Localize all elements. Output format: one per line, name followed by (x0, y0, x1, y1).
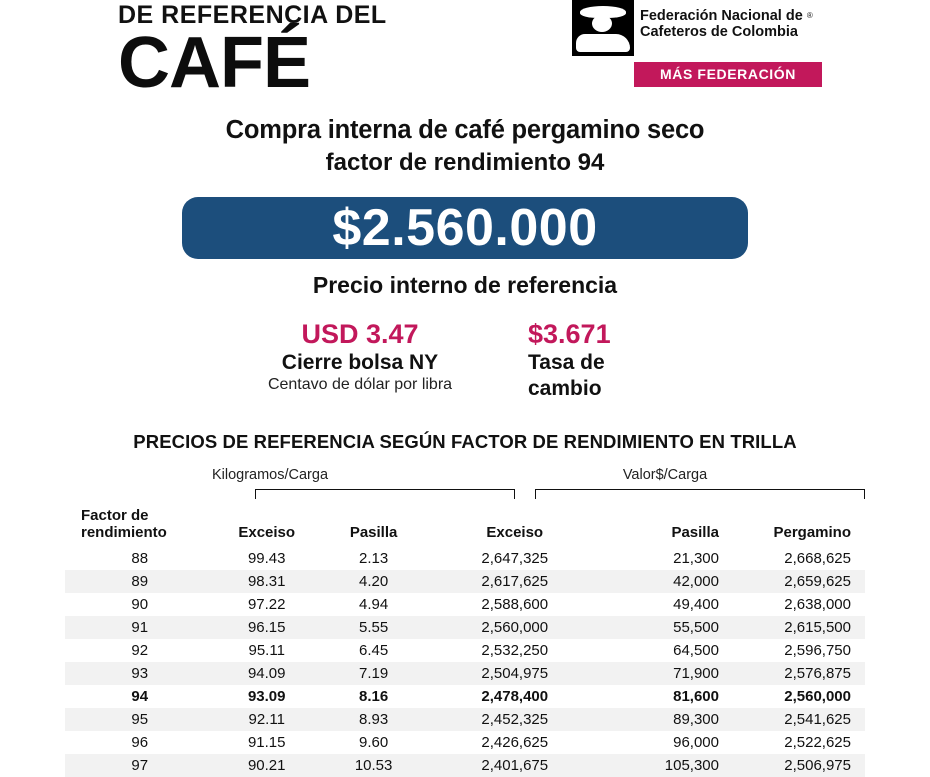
cell-pasilla-kg: 5.55 (319, 616, 428, 639)
cell-pasilla-val: 42,000 (601, 570, 727, 593)
page-title: CAFÉ (118, 23, 310, 103)
exchange-rate-label-line1: Tasa de (528, 351, 605, 374)
cell-pasilla-val: 55,500 (601, 616, 727, 639)
juan-valdez-logo-icon (572, 0, 634, 56)
exchange-rate-block (510, 319, 720, 401)
cell-factor: 91 (65, 616, 215, 639)
table-row (65, 708, 865, 731)
cell-factor: 88 (131, 550, 149, 567)
header (0, 0, 930, 103)
table-row (65, 547, 865, 570)
cell-exceso-val: 2,588,600 (481, 596, 549, 613)
group-header-kilograms: Kilogramos/Carga (211, 467, 329, 483)
group-brackets (65, 489, 865, 499)
table-row (65, 570, 865, 593)
prices-table-head (65, 505, 865, 547)
group-headers (65, 467, 865, 487)
cell-pergamino-val: 2,659,625 (727, 570, 865, 593)
cell-pergamino-val: 2,615,500 (727, 616, 865, 639)
cell-exceso-kg: 92.11 (215, 708, 319, 731)
registered-mark: ® (806, 11, 813, 20)
cell-pasilla-val: 21,300 (673, 550, 719, 567)
cell-pasilla-kg: 4.94 (358, 596, 389, 613)
cell-pasilla-val: 64,500 (673, 642, 719, 659)
cell-pergamino-val: 2,596,750 (784, 642, 851, 659)
cell-pasilla-kg: 10.53 (319, 754, 428, 777)
col-header-factor (65, 505, 215, 547)
federation-logo-block (572, 0, 822, 87)
prices-table-wrap (65, 467, 865, 777)
cell-factor: 93 (65, 662, 215, 685)
col-header-pasilla-val: Pasilla (671, 524, 719, 541)
col-header-pergamino-val: Pergamino (773, 524, 851, 541)
cell-factor: 90 (131, 596, 149, 613)
col-header-factor-line1: Factor de (81, 507, 149, 524)
cell-exceso-val: 2,647,325 (481, 550, 549, 567)
subtitle-line2: factor de rendimiento 94 (325, 149, 605, 176)
col-header-exceso-kg: Exceiso (238, 524, 296, 541)
cell-exceso-kg: 96.15 (215, 616, 319, 639)
table-header-row (65, 505, 865, 547)
group-header-value: Valor$/Carga (622, 467, 708, 483)
federation-name-line1: Federación Nacional de (640, 8, 803, 24)
cell-pasilla-kg: 2.13 (358, 550, 389, 567)
table-row (65, 754, 865, 777)
table-row (65, 685, 865, 708)
col-header-pasilla-kg: Pasilla (349, 524, 398, 541)
cell-exceso-kg: 99.43 (247, 550, 286, 567)
reference-price-value: $2.560.000 (182, 197, 748, 259)
col-header-factor-line2: rendimiento (81, 524, 167, 541)
ny-close-block (210, 319, 510, 401)
ny-close-value: USD 3.47 (301, 319, 419, 349)
prices-table (65, 505, 865, 777)
cell-pergamino-val: 2,560,000 (727, 685, 865, 708)
cell-exceso-val: 2,617,625 (428, 570, 601, 593)
cell-exceso-kg: 95.11 (248, 642, 285, 659)
cell-pasilla-val: 89,300 (601, 708, 727, 731)
table-title: PRECIOS DE REFERENCIA SEGÚN FACTOR DE RENDIMIENTO EN TRILLA (133, 431, 797, 452)
ny-close-sublabel: Centavo de dólar por libra (267, 376, 453, 393)
cell-exceso-val: 2,478,400 (428, 685, 601, 708)
cell-exceso-kg: 97.22 (247, 596, 286, 613)
cell-factor: 92 (131, 642, 149, 659)
federation-logo-row (572, 0, 822, 56)
federation-banner: MÁS FEDERACIÓN (634, 62, 822, 87)
cell-pasilla-val: 96,000 (673, 734, 719, 751)
cell-factor: 89 (65, 570, 215, 593)
cell-pasilla-val: 105,300 (601, 754, 727, 777)
table-row (65, 662, 865, 685)
cell-pasilla-kg: 7.19 (319, 662, 428, 685)
cell-pasilla-val: 49,400 (673, 596, 719, 613)
subtitle-line1: Compra interna de café pergamino seco (225, 116, 705, 144)
federation-name-line2: Cafeteros de Colombia (640, 24, 798, 40)
federation-name (634, 0, 813, 40)
cell-exceso-kg: 94.09 (215, 662, 319, 685)
cell-pasilla-kg: 4.20 (319, 570, 428, 593)
cell-exceso-kg: 93.09 (215, 685, 319, 708)
cell-pergamino-val: 2,668,625 (784, 550, 851, 567)
cell-exceso-kg: 91.15 (247, 734, 286, 751)
exchange-rate-value: $3.671 (528, 319, 611, 349)
prices-table-body (65, 547, 865, 777)
ny-close-label: Cierre bolsa NY (281, 351, 439, 374)
col-header-exceso-val: Exceiso (486, 524, 544, 541)
cell-pergamino-val: 2,576,875 (727, 662, 865, 685)
table-row (65, 616, 865, 639)
header-kicker: DE REFERENCIA DEL (118, 1, 387, 29)
cell-exceso-val: 2,401,675 (428, 754, 601, 777)
bracket-value (535, 489, 865, 499)
cell-exceso-kg: 90.21 (215, 754, 319, 777)
cell-pasilla-kg: 8.93 (319, 708, 428, 731)
exchange-rate-label-line2: cambio (528, 377, 602, 400)
cell-exceso-kg: 98.31 (215, 570, 319, 593)
cell-exceso-val: 2,504,975 (428, 662, 601, 685)
cell-factor: 95 (65, 708, 215, 731)
cell-pasilla-kg: 8.16 (319, 685, 428, 708)
cell-exceso-val: 2,560,000 (428, 616, 601, 639)
cell-factor: 94 (65, 685, 215, 708)
cell-exceso-val: 2,452,325 (428, 708, 601, 731)
subtitle-block (0, 116, 930, 177)
table-row (65, 593, 865, 616)
reference-price-caption: Precio interno de referencia (312, 272, 618, 298)
cell-pergamino-val: 2,638,000 (784, 596, 851, 613)
cell-factor: 97 (65, 754, 215, 777)
table-row (65, 731, 865, 754)
cell-pasilla-val: 81,600 (601, 685, 727, 708)
cell-factor: 96 (131, 734, 149, 751)
cell-pasilla-val: 71,900 (601, 662, 727, 685)
cell-pergamino-val: 2,541,625 (727, 708, 865, 731)
bracket-kilograms (255, 489, 515, 499)
cell-pergamino-val: 2,522,625 (784, 734, 851, 751)
fx-row (0, 319, 930, 401)
cell-pasilla-kg: 9.60 (358, 734, 389, 751)
cell-exceso-val: 2,426,625 (481, 734, 549, 751)
table-row (65, 639, 865, 662)
cell-exceso-val: 2,532,250 (481, 642, 549, 659)
cell-pasilla-kg: 6.45 (358, 642, 389, 659)
cell-pergamino-val: 2,506,975 (727, 754, 865, 777)
